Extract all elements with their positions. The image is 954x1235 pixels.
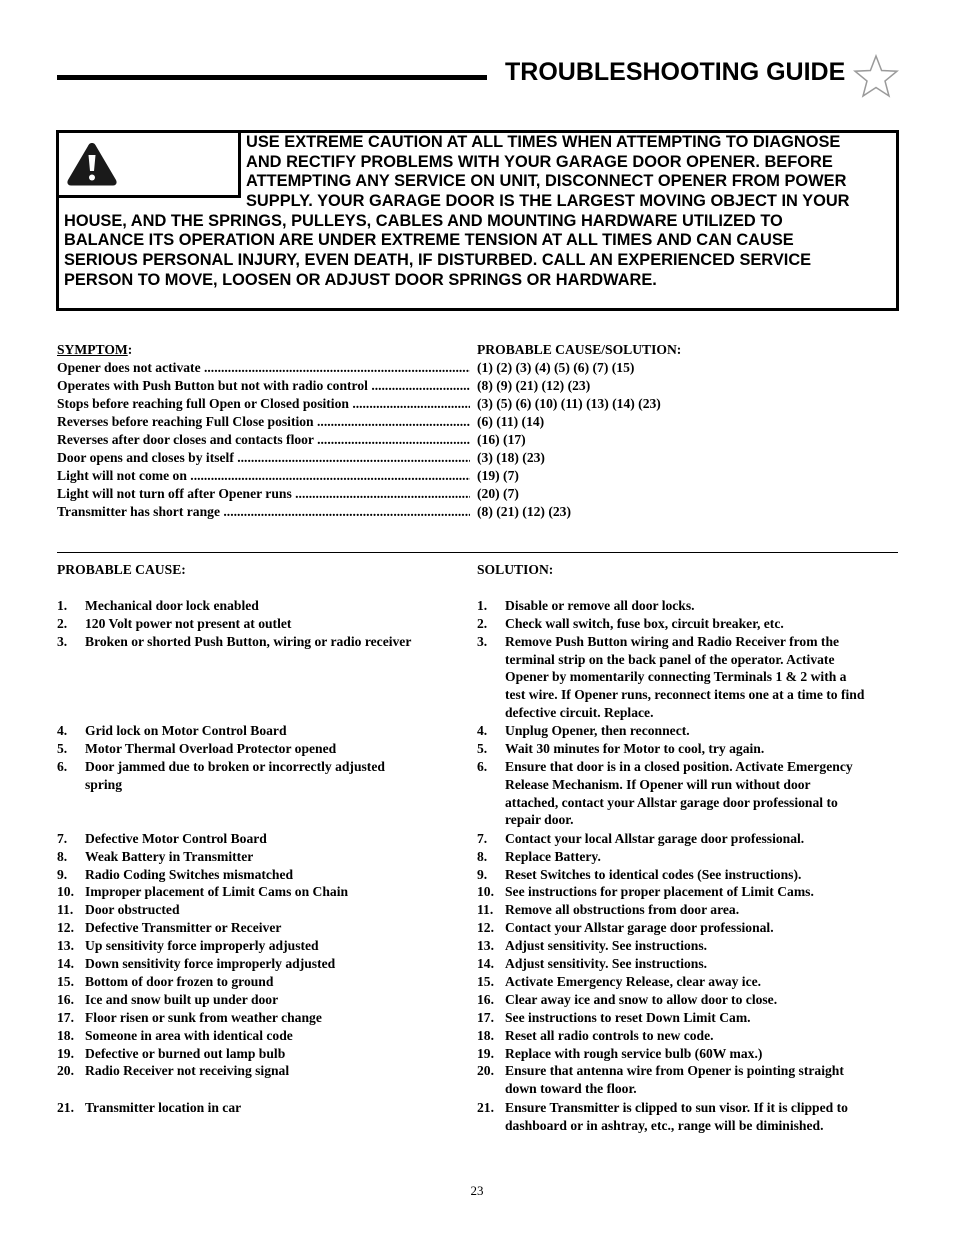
- solution-item: [477, 615, 784, 633]
- symptom-cause-refs: (3) (18) (23): [477, 450, 545, 465]
- solution-item: [477, 991, 777, 1009]
- cause-item: [57, 1009, 322, 1027]
- solution-text: Unplug Opener, then reconnect.: [505, 723, 690, 739]
- solution-number: 6.: [477, 759, 488, 775]
- symptom-text: [57, 503, 470, 521]
- cause-text: Ice and snow built up under door: [85, 991, 279, 1007]
- probable-cause-header: PROBABLE CAUSE:: [57, 562, 186, 577]
- solution-item: [477, 1009, 751, 1027]
- cause-text: Motor Thermal Overload Protector opened: [85, 741, 337, 757]
- symptom-label: Operates with Push Button but not with radio control: [57, 378, 368, 393]
- solution-item: [477, 901, 739, 919]
- cause-number: 1.: [57, 598, 68, 613]
- warning-line: SUPPLY. YOUR GARAGE DOOR IS THE LARGEST MOVING OBJECT IN YOUR: [246, 192, 850, 210]
- cause-item: [57, 937, 319, 955]
- solution-number: 4.: [477, 723, 488, 739]
- symptom-text: [57, 377, 470, 395]
- solution-number: 7.: [477, 830, 488, 846]
- symptom-cause-refs: (8) (21) (12) (23): [477, 504, 571, 519]
- warning-line: ATTEMPTING ANY SERVICE ON UNIT, DISCONNECT OPENER FROM POWER: [246, 172, 847, 190]
- solution-number: 13.: [477, 938, 494, 954]
- cause-number: 16.: [57, 991, 74, 1007]
- solution-text: defective circuit. Replace.: [505, 704, 654, 720]
- cause-item: [57, 758, 385, 794]
- solution-text: Opener by momentarily connecting Terminals 1 & 2 with a: [505, 669, 847, 685]
- solution-text: Clear away ice and snow to allow door to close.: [505, 991, 778, 1007]
- cause-number: 17.: [57, 1009, 74, 1025]
- solution-text: See instructions for proper placement of Limit Cams.: [505, 884, 814, 900]
- solution-text: Activate Emergency Release, clear away ice.: [505, 973, 762, 989]
- page-number: 23: [470, 1183, 484, 1198]
- solution-text: Remove Push Button wiring and Radio Receiver from the: [505, 633, 840, 649]
- cause-number: 10.: [57, 884, 74, 900]
- cause-text: Improper placement of Limit Cams on Chain: [85, 884, 349, 900]
- solution-number: 11.: [477, 902, 494, 918]
- cause-text: 120 Volt power not present at outlet: [85, 615, 292, 631]
- warning-line: BALANCE ITS OPERATION ARE UNDER EXTREME TENSION AT ALL TIMES AND CAN CAUSE: [64, 231, 794, 249]
- symptom-cause-refs: (16) (17): [477, 432, 526, 447]
- solution-text: Check wall switch, fuse box, circuit breaker, etc.: [505, 615, 784, 631]
- warning-line: PERSON TO MOVE, LOOSEN OR ADJUST DOOR SPRINGS OR HARDWARE.: [64, 271, 657, 289]
- solution-item: [477, 866, 801, 884]
- title-rule: [57, 75, 487, 80]
- cause-number: 21.: [57, 1100, 74, 1116]
- solution-item: [477, 848, 601, 866]
- cause-number: 5.: [57, 741, 68, 757]
- cause-item: [57, 901, 180, 919]
- cause-number: 15.: [57, 973, 74, 989]
- solution-text: Disable or remove all door locks.: [505, 598, 695, 613]
- cause-text: Floor risen or sunk from weather change: [85, 1009, 322, 1025]
- warning-line: HOUSE, AND THE SPRINGS, PULLEYS, CABLES AND MOUNTING HARDWARE UTILIZED TO: [64, 212, 783, 230]
- solution-number: 12.: [477, 920, 494, 936]
- symptom-text: [57, 431, 470, 449]
- cause-item: [57, 722, 287, 740]
- cause-text: Broken or shorted Push Button, wiring or radio receiver: [85, 633, 412, 649]
- solution-number: 2.: [477, 615, 488, 631]
- solution-number: 5.: [477, 741, 488, 757]
- symptom-cause-refs: (1) (2) (3) (4) (5) (6) (7) (15): [477, 360, 635, 375]
- solution-item: [477, 758, 853, 829]
- solution-text: Ensure that antenna wire from Opener is pointing straight: [505, 1063, 844, 1079]
- solution-number: 1.: [477, 598, 488, 613]
- cause-item: [57, 866, 293, 884]
- cause-text: Grid lock on Motor Control Board: [85, 723, 287, 739]
- solution-text: Reset Switches to identical codes (See instructions).: [505, 866, 802, 882]
- warning-line: AND RECTIFY PROBLEMS WITH YOUR GARAGE DOOR OPENER. BEFORE: [246, 153, 833, 171]
- cause-number: 18.: [57, 1027, 74, 1043]
- cause-item: [57, 973, 273, 991]
- solution-text: Adjust sensitivity. See instructions.: [505, 956, 708, 971]
- probable-cause-solution-header: PROBABLE CAUSE/SOLUTION:: [477, 342, 682, 357]
- symptom-text: [57, 395, 470, 413]
- solution-text: Release Mechanism. If Opener will run without door: [505, 776, 811, 792]
- solution-text: dashboard or in ashtray, etc., range will be diminished.: [505, 1117, 824, 1133]
- symptom-cause-refs: (20) (7): [477, 486, 519, 501]
- warning-icon-panel: [56, 130, 241, 198]
- symptom-text: [57, 485, 470, 503]
- solution-header: SOLUTION:: [477, 562, 554, 577]
- cause-item: [57, 830, 267, 848]
- cause-text: Radio Receiver not receiving signal: [85, 1063, 290, 1079]
- cause-text: Down sensitivity force improperly adjusted: [85, 956, 336, 971]
- warning-line: USE EXTREME CAUTION AT ALL TIMES WHEN ATTEMPTING TO DIAGNOSE: [246, 133, 841, 151]
- cause-item: [57, 633, 411, 651]
- cause-text: Radio Coding Switches mismatched: [85, 866, 294, 882]
- solution-number: 19.: [477, 1045, 494, 1061]
- cause-item: [57, 740, 336, 758]
- cause-item: [57, 955, 335, 973]
- solution-text: Contact your local Allstar garage door professional.: [505, 830, 805, 846]
- solution-text: Reset all radio controls to new code.: [505, 1027, 714, 1043]
- solution-item: [477, 1045, 762, 1063]
- symptom-label: Reverses before reaching Full Close position: [57, 414, 318, 429]
- solution-number: 16.: [477, 991, 494, 1007]
- solution-text: Remove all obstructions from door area.: [505, 902, 740, 918]
- page-title: TROUBLESHOOTING GUIDE: [505, 58, 846, 86]
- warning-triangle-icon: [65, 140, 119, 188]
- solution-number: 20.: [477, 1063, 494, 1079]
- solution-item: [477, 722, 690, 740]
- solution-item: [477, 1099, 848, 1135]
- symptom-label: Opener does not activate: [57, 360, 201, 375]
- solution-text: Ensure that door is in a closed position. Activate Emergency: [505, 759, 853, 775]
- cause-text: Defective Transmitter or Receiver: [85, 920, 282, 936]
- symptom-label: Light will not turn off after Opener runs: [57, 486, 292, 501]
- solution-text: attached, contact your Allstar garage door professional to: [505, 794, 838, 810]
- symptom-cause-refs: (3) (5) (6) (10) (11) (13) (14) (23): [477, 396, 661, 411]
- cause-number: 7.: [57, 830, 68, 846]
- cause-item: [57, 1027, 293, 1045]
- solution-text: terminal strip on the back panel of the operator. Activate: [505, 651, 835, 667]
- cause-number: 2.: [57, 615, 68, 631]
- solution-item: [477, 973, 761, 991]
- cause-number: 8.: [57, 848, 68, 864]
- solution-item: [477, 830, 804, 848]
- cause-number: 6.: [57, 759, 68, 775]
- cause-number: 14.: [57, 956, 74, 971]
- cause-text: spring: [85, 776, 123, 792]
- symptom-header: [57, 341, 132, 359]
- cause-text: Mechanical door lock enabled: [85, 598, 259, 613]
- symptom-label: Transmitter has short range: [57, 504, 220, 519]
- cause-item: [57, 848, 253, 866]
- solution-text: Ensure Transmitter is clipped to sun visor. If it is clipped to: [505, 1100, 848, 1116]
- solution-number: 21.: [477, 1100, 494, 1116]
- cause-number: 20.: [57, 1063, 74, 1079]
- solution-text: down toward the floor.: [505, 1081, 637, 1097]
- symptom-label: Door opens and closes by itself: [57, 450, 234, 465]
- cause-item: [57, 919, 281, 937]
- solution-number: 10.: [477, 884, 494, 900]
- cause-text: Someone in area with identical code: [85, 1027, 293, 1043]
- solution-text: Wait 30 minutes for Motor to cool, try again.: [505, 741, 765, 757]
- solution-number: 14.: [477, 956, 494, 971]
- symptom-text: [57, 467, 470, 485]
- cause-item: [57, 991, 278, 1009]
- symptom-header-label: SYMPTOM: [57, 342, 128, 357]
- solution-number: 8.: [477, 848, 488, 864]
- cause-text: Bottom of door frozen to ground: [85, 973, 274, 989]
- cause-text: Defective Motor Control Board: [85, 830, 267, 846]
- solution-number: 18.: [477, 1027, 494, 1043]
- cause-item: [57, 615, 291, 633]
- symptom-cause-refs: (6) (11) (14): [477, 414, 545, 429]
- warning-line: SERIOUS PERSONAL INJURY, EVEN DEATH, IF DISTURBED. CALL AN EXPERIENCED SERVICE: [64, 251, 812, 269]
- cause-item: [57, 1099, 241, 1117]
- solution-item: [477, 740, 764, 758]
- cause-text: Door obstructed: [85, 902, 180, 918]
- solution-item: [477, 937, 707, 955]
- cause-number: 13.: [57, 938, 74, 954]
- cause-number: 4.: [57, 723, 68, 739]
- cause-text: Transmitter location in car: [85, 1100, 242, 1116]
- section-divider: [57, 552, 898, 553]
- cause-text: Weak Battery in Transmitter: [85, 848, 254, 864]
- cause-number: 9.: [57, 866, 68, 882]
- solution-item: [477, 955, 707, 973]
- solution-item: [477, 633, 864, 722]
- solution-number: 9.: [477, 866, 488, 882]
- solution-text: Replace with rough service bulb (60W max.): [505, 1045, 763, 1061]
- cause-number: 3.: [57, 633, 68, 649]
- solution-number: 15.: [477, 973, 494, 989]
- solution-text: Replace Battery.: [505, 848, 601, 864]
- solution-text: repair door.: [505, 812, 574, 828]
- solution-text: Adjust sensitivity. See instructions.: [505, 938, 708, 954]
- cause-text: Door jammed due to broken or incorrectly adjusted: [85, 759, 385, 775]
- star-icon: [853, 54, 899, 100]
- cause-item: [57, 1045, 285, 1063]
- symptom-label: Stops before reaching full Open or Closed position: [57, 396, 353, 411]
- solution-item: [477, 883, 814, 901]
- cause-text: Up sensitivity force improperly adjusted: [85, 938, 319, 954]
- solution-item: [477, 597, 695, 615]
- solution-text: test wire. If Opener runs, reconnect items one at a time to find: [505, 687, 865, 703]
- solution-text: Contact your Allstar garage door professional.: [505, 920, 774, 936]
- solution-item: [477, 919, 774, 937]
- solution-item: [477, 1062, 844, 1098]
- symptom-label: Light will not come on: [57, 468, 187, 483]
- symptom-cause-refs: (19) (7): [477, 468, 519, 483]
- symptom-text: [57, 359, 470, 377]
- solution-number: 17.: [477, 1009, 494, 1025]
- symptom-cause-refs: (8) (9) (21) (12) (23): [477, 378, 591, 393]
- cause-number: 11.: [57, 902, 74, 918]
- cause-number: 19.: [57, 1045, 74, 1061]
- symptom-text: [57, 449, 470, 467]
- solution-number: 3.: [477, 633, 488, 649]
- symptom-text: [57, 413, 470, 431]
- cause-item: [57, 1062, 289, 1080]
- symptom-label: Reverses after door closes and contacts floor: [57, 432, 314, 447]
- symptom-header-colon: :: [127, 342, 133, 357]
- solution-text: See instructions to reset Down Limit Cam.: [505, 1009, 751, 1025]
- cause-number: 12.: [57, 920, 74, 936]
- cause-item: [57, 597, 259, 615]
- cause-text: Defective or burned out lamp bulb: [85, 1045, 286, 1061]
- cause-item: [57, 883, 348, 901]
- solution-item: [477, 1027, 714, 1045]
